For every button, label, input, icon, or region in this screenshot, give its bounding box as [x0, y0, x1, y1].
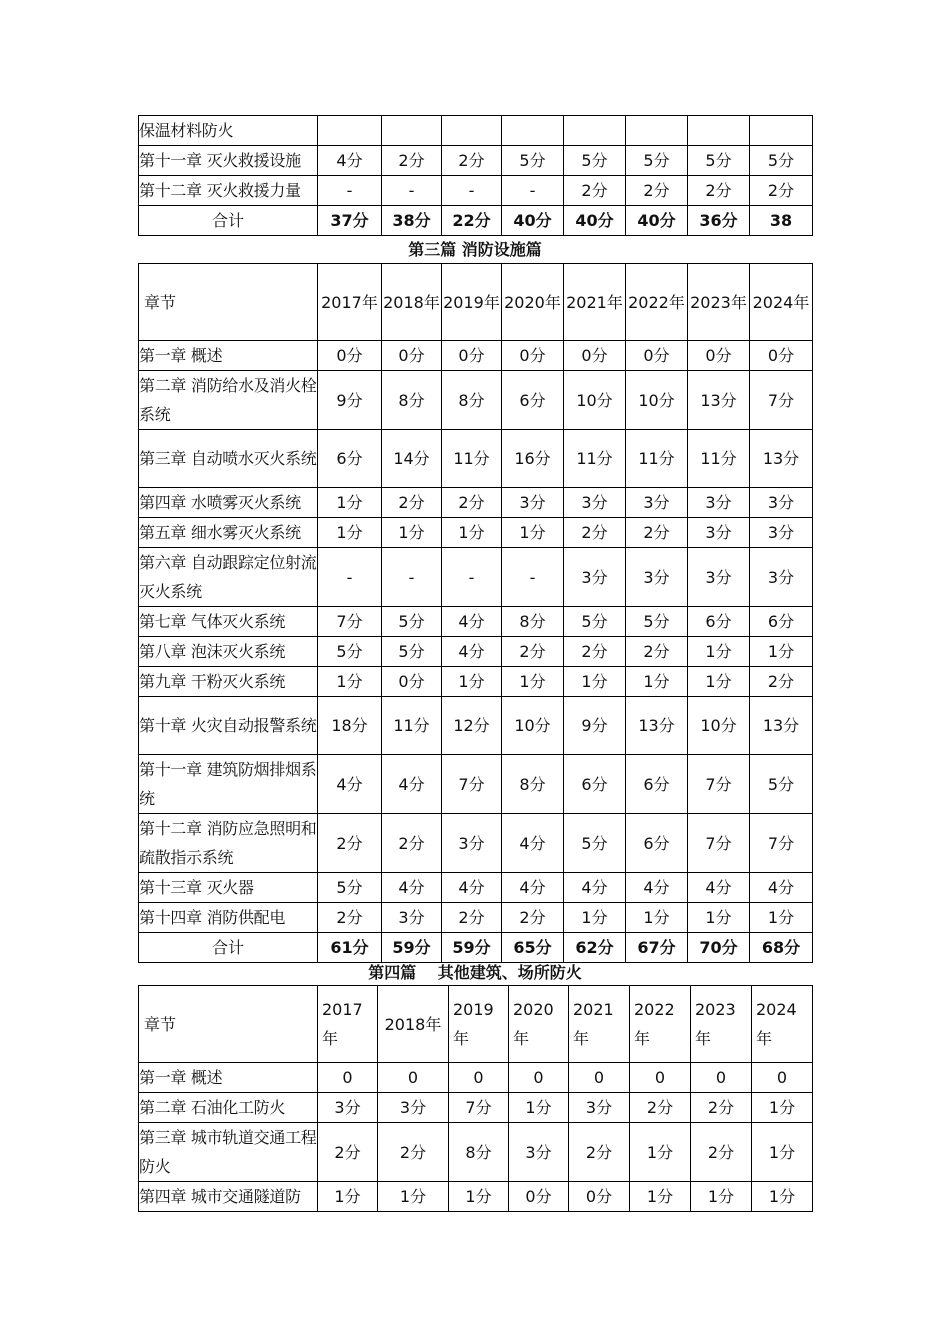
score-cell: 2分 [318, 814, 382, 873]
total-label: 合计 [139, 933, 318, 963]
score-cell: 10分 [688, 697, 750, 755]
score-cell: 2分 [502, 637, 564, 667]
score-cell: 4分 [564, 873, 626, 903]
section4-table [138, 985, 813, 1212]
section3-title: 第三篇 消防设施篇 [408, 240, 542, 259]
score-cell: 6分 [688, 607, 750, 637]
score-cell [688, 116, 750, 146]
table-row [139, 548, 813, 607]
score-cell: 1分 [626, 903, 688, 933]
chapter-cell: 第四章 城市交通隧道防 [139, 1182, 318, 1212]
score-cell: 5分 [626, 146, 688, 176]
section3-table-header [139, 264, 813, 341]
score-cell: 4分 [382, 755, 442, 814]
score-cell: 11分 [688, 430, 750, 488]
table-row [139, 488, 813, 518]
chapter-cell: 第三章 自动喷水灭火系统 [139, 430, 318, 488]
score-cell: 4分 [318, 146, 382, 176]
score-cell: 8分 [382, 371, 442, 430]
score-cell: 18分 [318, 697, 382, 755]
score-cell: 5分 [626, 607, 688, 637]
score-cell: 9分 [564, 697, 626, 755]
table-row [139, 1063, 813, 1093]
score-cell: 3分 [688, 518, 750, 548]
score-cell: 5分 [382, 607, 442, 637]
score-cell: 3分 [564, 548, 626, 607]
chapter-cell: 第十二章 灭火救援力量 [139, 176, 318, 206]
table-row [139, 341, 813, 371]
score-cell: 11分 [382, 697, 442, 755]
table-row [139, 903, 813, 933]
section3-table [138, 263, 813, 963]
score-cell: - [502, 548, 564, 607]
score-cell: 13分 [688, 371, 750, 430]
score-cell: 10分 [502, 697, 564, 755]
score-cell: 3分 [509, 1123, 569, 1182]
score-cell: 3分 [442, 814, 502, 873]
total-score-cell: 40分 [502, 206, 564, 236]
score-cell: 7分 [688, 814, 750, 873]
score-cell: 3分 [750, 548, 813, 607]
score-cell: 1分 [750, 903, 813, 933]
score-cell: 0分 [569, 1182, 630, 1212]
score-cell: 5分 [564, 146, 626, 176]
score-cell: 7分 [449, 1093, 509, 1123]
table-row [139, 755, 813, 814]
score-cell: - [442, 176, 502, 206]
chapter-cell: 第七章 气体灭火系统 [139, 607, 318, 637]
year-header: 2019年 [449, 986, 509, 1063]
score-cell: 0分 [626, 341, 688, 371]
chapter-cell: 第三章 城市轨道交通工程防火 [139, 1123, 318, 1182]
score-cell: 5分 [318, 637, 382, 667]
table-row [139, 637, 813, 667]
chapter-cell: 第十一章 灭火救援设施 [139, 146, 318, 176]
score-cell: 0分 [382, 667, 442, 697]
year-header: 2022年 [626, 264, 688, 341]
score-cell: 2分 [318, 1123, 378, 1182]
score-cell: 1分 [688, 903, 750, 933]
score-cell: 2分 [691, 1123, 752, 1182]
score-cell: 0 [378, 1063, 449, 1093]
chapter-cell: 第二章 消防给水及消火栓系统 [139, 371, 318, 430]
chapter-cell: 第一章 概述 [139, 1063, 318, 1093]
score-cell: 1分 [442, 667, 502, 697]
score-cell: 0 [318, 1063, 378, 1093]
score-cell: 7分 [318, 607, 382, 637]
score-cell: 3分 [318, 1093, 378, 1123]
score-cell: 8分 [502, 607, 564, 637]
score-cell [626, 116, 688, 146]
score-cell: 5分 [750, 755, 813, 814]
score-cell: 6分 [318, 430, 382, 488]
score-cell: 3分 [688, 488, 750, 518]
table-row [139, 873, 813, 903]
score-cell: 1分 [509, 1093, 569, 1123]
score-cell: 0分 [382, 341, 442, 371]
table-row [139, 667, 813, 697]
score-cell: 11分 [626, 430, 688, 488]
table-row [139, 1093, 813, 1123]
table-row [139, 371, 813, 430]
year-header: 2024年 [750, 264, 813, 341]
table-row [139, 697, 813, 755]
score-cell: 2分 [382, 488, 442, 518]
score-cell: 10分 [564, 371, 626, 430]
score-cell: 2分 [442, 903, 502, 933]
score-cell: - [382, 176, 442, 206]
score-cell: 5分 [564, 607, 626, 637]
score-cell [318, 116, 382, 146]
score-cell: 14分 [382, 430, 442, 488]
score-cell: 1分 [502, 667, 564, 697]
score-cell: 2分 [378, 1123, 449, 1182]
score-cell: 4分 [688, 873, 750, 903]
chapter-cell: 第六章 自动跟踪定位射流灭火系统 [139, 548, 318, 607]
score-cell: 13分 [750, 430, 813, 488]
score-cell: 2分 [442, 146, 502, 176]
score-cell: 7分 [750, 371, 813, 430]
year-header: 2021年 [564, 264, 626, 341]
score-cell: 4分 [318, 755, 382, 814]
score-cell: 3分 [378, 1093, 449, 1123]
score-cell: - [318, 548, 382, 607]
table-row [139, 607, 813, 637]
total-score-cell: 40分 [626, 206, 688, 236]
year-header: 2020年 [509, 986, 569, 1063]
score-cell: 1分 [318, 667, 382, 697]
chapter-header: 章节 [139, 986, 318, 1063]
score-cell: 7分 [442, 755, 502, 814]
score-cell: 1分 [442, 518, 502, 548]
score-cell: 0 [691, 1063, 752, 1093]
score-cell: 1分 [318, 488, 382, 518]
total-score-cell: 40分 [564, 206, 626, 236]
score-cell: 4分 [502, 814, 564, 873]
chapter-cell: 第九章 干粉灭火系统 [139, 667, 318, 697]
score-cell: 2分 [502, 903, 564, 933]
score-cell [502, 116, 564, 146]
total-label: 合计 [139, 206, 318, 236]
score-cell: 1分 [691, 1182, 752, 1212]
year-header: 2020年 [502, 264, 564, 341]
score-cell: 13分 [750, 697, 813, 755]
score-cell: 5分 [750, 146, 813, 176]
year-header: 2022年 [630, 986, 691, 1063]
score-cell: 0 [569, 1063, 630, 1093]
score-cell: 3分 [688, 548, 750, 607]
score-cell: 2分 [750, 667, 813, 697]
score-cell: 4分 [626, 873, 688, 903]
header-row [139, 264, 813, 341]
score-cell: 0 [449, 1063, 509, 1093]
score-cell: 16分 [502, 430, 564, 488]
score-cell: 2分 [382, 814, 442, 873]
score-cell: 6分 [750, 607, 813, 637]
score-cell: 0分 [442, 341, 502, 371]
score-cell: 2分 [569, 1123, 630, 1182]
score-cell: 1分 [630, 1123, 691, 1182]
year-header: 2018年 [378, 986, 449, 1063]
score-cell: 1分 [750, 637, 813, 667]
chapter-cell: 第十章 火灾自动报警系统 [139, 697, 318, 755]
year-header: 2023年 [688, 264, 750, 341]
score-cell: 0分 [502, 341, 564, 371]
total-score-cell: 65分 [502, 933, 564, 963]
score-cell: 1分 [318, 1182, 378, 1212]
score-cell: 2分 [564, 176, 626, 206]
score-cell: 1分 [564, 667, 626, 697]
score-cell: 1分 [502, 518, 564, 548]
total-score-cell: 70分 [688, 933, 750, 963]
score-cell: 5分 [564, 814, 626, 873]
fire-protection-scores-table-continued [138, 115, 813, 236]
score-cell: 1分 [752, 1182, 813, 1212]
year-header: 2024年 [752, 986, 813, 1063]
score-cell: 0分 [509, 1182, 569, 1212]
score-cell: 0分 [688, 341, 750, 371]
total-score-cell: 37分 [318, 206, 382, 236]
score-cell: 1分 [318, 518, 382, 548]
score-cell: 4分 [750, 873, 813, 903]
score-cell: 2分 [630, 1093, 691, 1123]
total-score-cell: 38分 [382, 206, 442, 236]
year-header: 2017年 [318, 264, 382, 341]
score-cell: 10分 [626, 371, 688, 430]
score-cell [442, 116, 502, 146]
score-cell: 0分 [750, 341, 813, 371]
header-row [139, 986, 813, 1063]
table-row [139, 1182, 813, 1212]
chapter-cell: 第五章 细水雾灭火系统 [139, 518, 318, 548]
year-header: 2021年 [569, 986, 630, 1063]
score-cell [750, 116, 813, 146]
score-cell: 9分 [318, 371, 382, 430]
total-score-cell: 38 [750, 206, 813, 236]
score-cell: 4分 [442, 873, 502, 903]
score-cell: 5分 [382, 637, 442, 667]
score-cell: 3分 [502, 488, 564, 518]
total-score-cell: 22分 [442, 206, 502, 236]
section4-table-header [139, 986, 813, 1063]
year-header: 2019年 [442, 264, 502, 341]
score-cell: 5分 [688, 146, 750, 176]
section4-table-body [139, 1063, 813, 1212]
table-row [139, 518, 813, 548]
score-cell: 1分 [382, 518, 442, 548]
score-cell: 13分 [626, 697, 688, 755]
chapter-cell: 第一章 概述 [139, 341, 318, 371]
score-cell: 4分 [442, 637, 502, 667]
score-cell: 1分 [626, 667, 688, 697]
score-cell: 2分 [564, 518, 626, 548]
total-score-cell: 61分 [318, 933, 382, 963]
score-cell: 2分 [691, 1093, 752, 1123]
chapter-cell: 第二章 石油化工防火 [139, 1093, 318, 1123]
section4-title: 第四篇 其他建筑、场所防火 [368, 963, 582, 982]
score-cell: 8分 [442, 371, 502, 430]
score-cell: 0 [630, 1063, 691, 1093]
chapter-cell: 保温材料防火 [139, 116, 318, 146]
score-cell: 1分 [752, 1093, 813, 1123]
total-score-cell: 67分 [626, 933, 688, 963]
total-score-cell: 59分 [382, 933, 442, 963]
score-cell [382, 116, 442, 146]
score-cell: 12分 [442, 697, 502, 755]
chapter-cell: 第八章 泡沫灭火系统 [139, 637, 318, 667]
chapter-cell: 第十二章 消防应急照明和疏散指示系统 [139, 814, 318, 873]
score-cell: 0 [509, 1063, 569, 1093]
score-cell: 3分 [569, 1093, 630, 1123]
score-cell: 11分 [564, 430, 626, 488]
score-cell: - [318, 176, 382, 206]
score-cell: 11分 [442, 430, 502, 488]
chapter-cell: 第四章 水喷雾灭火系统 [139, 488, 318, 518]
score-cell: 2分 [442, 488, 502, 518]
table-row [139, 146, 813, 176]
score-cell: 2分 [626, 176, 688, 206]
score-cell: 3分 [750, 488, 813, 518]
score-cell: 3分 [382, 903, 442, 933]
score-cell: 0 [752, 1063, 813, 1093]
year-header: 2017年 [318, 986, 378, 1063]
score-cell: 1分 [688, 667, 750, 697]
score-cell: 7分 [750, 814, 813, 873]
score-cell: 8分 [449, 1123, 509, 1182]
score-cell: 4分 [502, 873, 564, 903]
score-cell: 1分 [630, 1182, 691, 1212]
score-cell: 1分 [752, 1123, 813, 1182]
score-cell: 6分 [626, 814, 688, 873]
score-cell: 2分 [564, 637, 626, 667]
total-score-cell: 68分 [750, 933, 813, 963]
score-cell: 2分 [750, 176, 813, 206]
table-row [139, 1123, 813, 1182]
score-cell: 5分 [502, 146, 564, 176]
score-cell: 6分 [626, 755, 688, 814]
chapter-cell: 第十四章 消防供配电 [139, 903, 318, 933]
score-cell: 1分 [378, 1182, 449, 1212]
score-cell: 3分 [750, 518, 813, 548]
score-cell: 2分 [382, 146, 442, 176]
score-cell: 8分 [502, 755, 564, 814]
chapter-cell: 第十三章 灭火器 [139, 873, 318, 903]
score-cell [564, 116, 626, 146]
score-cell: - [382, 548, 442, 607]
score-cell: 1分 [564, 903, 626, 933]
score-cell: - [502, 176, 564, 206]
score-cell: 3分 [626, 488, 688, 518]
table-row [139, 176, 813, 206]
section3-table-body [139, 341, 813, 963]
total-row [139, 206, 813, 236]
score-cell: 0分 [564, 341, 626, 371]
score-cell: 1分 [688, 637, 750, 667]
score-cell: 0分 [318, 341, 382, 371]
table-row [139, 430, 813, 488]
score-cell: 4分 [382, 873, 442, 903]
table-row [139, 116, 813, 146]
score-cell: 3分 [564, 488, 626, 518]
score-cell: 6分 [502, 371, 564, 430]
score-cell: 2分 [626, 637, 688, 667]
score-cell: - [442, 548, 502, 607]
total-score-cell: 59分 [442, 933, 502, 963]
score-cell: 6分 [564, 755, 626, 814]
score-cell: 7分 [688, 755, 750, 814]
total-score-cell: 36分 [688, 206, 750, 236]
score-cell: 1分 [449, 1182, 509, 1212]
score-cell: 2分 [688, 176, 750, 206]
score-cell: 4分 [442, 607, 502, 637]
score-cell: 5分 [318, 873, 382, 903]
chapter-header: 章节 [139, 264, 318, 341]
year-header: 2023年 [691, 986, 752, 1063]
total-score-cell: 62分 [564, 933, 626, 963]
year-header: 2018年 [382, 264, 442, 341]
score-cell: 2分 [318, 903, 382, 933]
score-cell: 2分 [626, 518, 688, 548]
table1-body [139, 116, 813, 236]
table-row [139, 814, 813, 873]
chapter-cell: 第十一章 建筑防烟排烟系统 [139, 755, 318, 814]
score-cell: 3分 [626, 548, 688, 607]
